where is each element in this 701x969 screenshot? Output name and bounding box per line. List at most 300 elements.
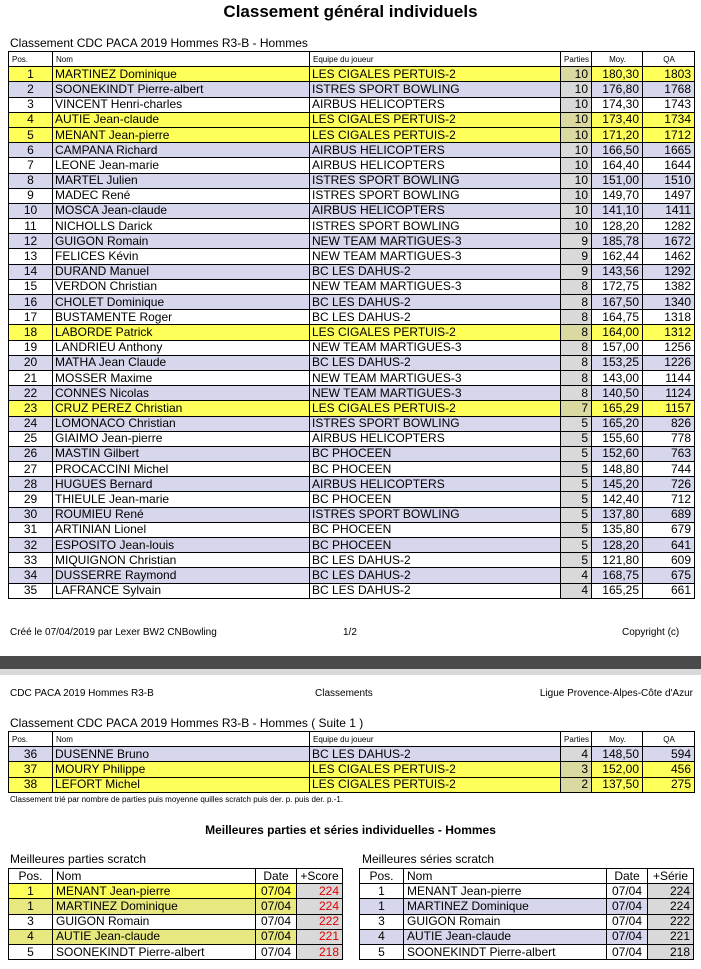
table-row [9, 279, 695, 294]
cell-pos: 14 [9, 264, 53, 279]
cell-pos: 24 [9, 416, 53, 431]
cell-nom: MARTINEZ Dominique [53, 67, 310, 82]
cell-moy: 151,00 [592, 173, 643, 188]
cell-equipe: BC PHOCEEN [310, 492, 561, 507]
cell-parties: 5 [561, 492, 592, 507]
list-item [9, 914, 343, 929]
cell-date: 07/04 [256, 944, 297, 959]
page2-header-center: Classements [315, 688, 373, 699]
cell-equipe: LES CIGALES PERTUIS-2 [310, 67, 561, 82]
best-series-table [359, 868, 694, 960]
cell-serie: 221 [648, 929, 694, 944]
table-row [9, 295, 695, 310]
cell-pos: 3 [360, 914, 404, 929]
cell-equipe: NEW TEAM MARTIGUES-3 [310, 386, 561, 401]
cell-moy: 174,30 [592, 97, 643, 112]
cell-moy: 149,70 [592, 188, 643, 203]
cell-moy: 167,50 [592, 295, 643, 310]
cell-pos: 28 [9, 477, 53, 492]
cell-pos: 7 [9, 158, 53, 173]
cell-nom: SOONEKINDT Pierre-albert [53, 944, 256, 959]
cell-equipe: AIRBUS HELICOPTERS [310, 203, 561, 218]
cell-parties: 8 [561, 355, 592, 370]
cell-moy: 155,60 [592, 431, 643, 446]
cell-nom: MOURY Philippe [53, 762, 310, 777]
cell-qa: 744 [643, 462, 695, 477]
cell-nom: MIQUIGNON Christian [53, 553, 310, 568]
cell-nom: AUTIE Jean-claude [404, 929, 607, 944]
cell-nom: FELICES Kévin [53, 249, 310, 264]
cell-parties: 8 [561, 279, 592, 294]
col-parties-header: Parties [561, 732, 592, 747]
cell-pos: 1 [9, 884, 53, 899]
page-title: Classement général individuels [223, 2, 478, 21]
cell-qa: 1144 [643, 370, 695, 385]
cell-parties: 5 [561, 553, 592, 568]
footer-created: Créé le 07/04/2019 par Lexer BW2 CNBowling [10, 627, 217, 638]
cell-moy: 166,50 [592, 143, 643, 158]
cell-pos: 3 [9, 914, 53, 929]
cell-nom: MATHA Jean Claude [53, 355, 310, 370]
cell-qa: 778 [643, 431, 695, 446]
cell-pos: 15 [9, 279, 53, 294]
cell-parties: 9 [561, 234, 592, 249]
cell-nom: MOSCA Jean-claude [53, 203, 310, 218]
table-row [9, 158, 695, 173]
cell-moy: 172,75 [592, 279, 643, 294]
cell-moy: 152,60 [592, 446, 643, 461]
cell-equipe: BC LES DAHUS-2 [310, 295, 561, 310]
cell-nom: BUSTAMENTE Roger [53, 310, 310, 325]
cell-equipe: BC LES DAHUS-2 [310, 264, 561, 279]
cell-parties: 5 [561, 507, 592, 522]
cell-equipe: NEW TEAM MARTIGUES-3 [310, 340, 561, 355]
list-item [360, 929, 694, 944]
cell-equipe: LES CIGALES PERTUIS-2 [310, 762, 561, 777]
cell-pos: 1 [9, 67, 53, 82]
list-item [9, 899, 343, 914]
cell-nom: VERDON Christian [53, 279, 310, 294]
list-item [360, 914, 694, 929]
cell-date: 07/04 [256, 914, 297, 929]
cell-nom: ROUMIEU René [53, 507, 310, 522]
cell-equipe: LES CIGALES PERTUIS-2 [310, 777, 561, 792]
cell-parties: 5 [561, 462, 592, 477]
cell-moy: 148,80 [592, 462, 643, 477]
cell-nom: MARTEL Julien [53, 173, 310, 188]
cell-nom: MENANT Jean-pierre [53, 127, 310, 142]
best-games-date-header: Date [256, 869, 297, 884]
cell-nom: SOONEKINDT Pierre-albert [404, 944, 607, 959]
cell-qa: 1712 [643, 127, 695, 142]
cell-equipe: ISTRES SPORT BOWLING [310, 416, 561, 431]
cell-nom: LABORDE Patrick [53, 325, 310, 340]
cell-pos: 38 [9, 777, 53, 792]
col-pos-header: Pos. [9, 732, 53, 747]
footer-page: 1/2 [343, 627, 357, 638]
cell-pos: 18 [9, 325, 53, 340]
cell-pos: 6 [9, 143, 53, 158]
cell-moy: 165,20 [592, 416, 643, 431]
cell-pos: 1 [360, 899, 404, 914]
cell-pos: 5 [360, 944, 404, 959]
cell-pos: 32 [9, 538, 53, 553]
cell-parties: 10 [561, 67, 592, 82]
table-row [9, 82, 695, 97]
cell-parties: 4 [561, 568, 592, 583]
cell-qa: 1644 [643, 158, 695, 173]
table-row [9, 325, 695, 340]
cell-parties: 7 [561, 401, 592, 416]
cell-parties: 8 [561, 370, 592, 385]
cell-qa: 594 [643, 747, 695, 762]
cell-nom: HUGUES Bernard [53, 477, 310, 492]
page2-header-right: Ligue Provence-Alpes-Côte d'Azur [539, 688, 693, 699]
cell-pos: 35 [9, 583, 53, 598]
cell-nom: MARTINEZ Dominique [404, 899, 607, 914]
cell-score: 224 [297, 899, 343, 914]
table-row [9, 416, 695, 431]
table-row [9, 173, 695, 188]
cell-moy: 176,80 [592, 82, 643, 97]
cell-moy: 128,20 [592, 219, 643, 234]
cell-pos: 4 [360, 929, 404, 944]
cell-pos: 12 [9, 234, 53, 249]
cell-equipe: ISTRES SPORT BOWLING [310, 219, 561, 234]
cell-parties: 10 [561, 173, 592, 188]
col-qa-header: QA [643, 732, 695, 747]
table-row [9, 446, 695, 461]
cell-pos: 25 [9, 431, 53, 446]
cell-parties: 10 [561, 127, 592, 142]
best-series-nom-header: Nom [404, 869, 607, 884]
col-equipe-header: Equipe du joueur [310, 52, 561, 67]
cell-score: 221 [297, 929, 343, 944]
table-row [9, 386, 695, 401]
cell-moy: 145,20 [592, 477, 643, 492]
cell-equipe: AIRBUS HELICOPTERS [310, 477, 561, 492]
cell-qa: 826 [643, 416, 695, 431]
cell-moy: 148,50 [592, 747, 643, 762]
cell-pos: 3 [9, 97, 53, 112]
best-games-pos-header: Pos. [9, 869, 53, 884]
cell-pos: 16 [9, 295, 53, 310]
best-section-title: Meilleures parties et séries individuelles - Hommes [205, 823, 496, 837]
cell-score: 222 [297, 914, 343, 929]
table-row [9, 370, 695, 385]
cell-parties: 3 [561, 762, 592, 777]
cell-nom: DURAND Manuel [53, 264, 310, 279]
cell-nom: MASTIN Gilbert [53, 446, 310, 461]
cell-moy: 137,80 [592, 507, 643, 522]
cell-qa: 1292 [643, 264, 695, 279]
cell-pos: 1 [9, 899, 53, 914]
cell-nom: MENANT Jean-pierre [404, 884, 607, 899]
table-row [9, 355, 695, 370]
cell-nom: MADEC René [53, 188, 310, 203]
cell-parties: 5 [561, 446, 592, 461]
cell-qa: 689 [643, 507, 695, 522]
best-series-header-row [360, 869, 694, 884]
cell-nom: AUTIE Jean-claude [53, 112, 310, 127]
list-item [9, 929, 343, 944]
cell-qa: 1382 [643, 279, 695, 294]
cell-moy: 164,00 [592, 325, 643, 340]
table-row [9, 219, 695, 234]
cell-equipe: ISTRES SPORT BOWLING [310, 507, 561, 522]
page2-header-left: CDC PACA 2019 Hommes R3-B [10, 688, 154, 699]
ranking-suite-header-row [9, 732, 695, 747]
cell-pos: 17 [9, 310, 53, 325]
cell-moy: 180,30 [592, 67, 643, 82]
cell-date: 07/04 [256, 929, 297, 944]
sort-note: Classement trié par nombre de parties puis moyenne quilles scratch puis der. p. puis der. p.-1. [10, 795, 344, 804]
table-row [9, 522, 695, 537]
cell-pos: 36 [9, 747, 53, 762]
cell-equipe: BC PHOCEEN [310, 462, 561, 477]
cell-qa: 679 [643, 522, 695, 537]
page-separator [0, 656, 701, 669]
col-moy-header: Moy. [592, 52, 643, 67]
cell-serie: 224 [648, 899, 694, 914]
cell-parties: 5 [561, 416, 592, 431]
cell-serie: 218 [648, 944, 694, 959]
cell-nom: THIEULE Jean-marie [53, 492, 310, 507]
cell-nom: AUTIE Jean-claude [53, 929, 256, 944]
cell-parties: 4 [561, 583, 592, 598]
table-row [9, 234, 695, 249]
cell-date: 07/04 [607, 944, 648, 959]
cell-moy: 137,50 [592, 777, 643, 792]
cell-qa: 1743 [643, 97, 695, 112]
cell-date: 07/04 [607, 899, 648, 914]
list-item [360, 884, 694, 899]
list-item [360, 899, 694, 914]
cell-qa: 609 [643, 553, 695, 568]
cell-score: 224 [297, 884, 343, 899]
cell-equipe: AIRBUS HELICOPTERS [310, 158, 561, 173]
cell-equipe: ISTRES SPORT BOWLING [310, 82, 561, 97]
table-row [9, 568, 695, 583]
cell-qa: 1340 [643, 295, 695, 310]
cell-nom: GIAIMO Jean-pierre [53, 431, 310, 446]
cell-pos: 29 [9, 492, 53, 507]
cell-moy: 165,29 [592, 401, 643, 416]
cell-pos: 5 [9, 944, 53, 959]
cell-parties: 8 [561, 310, 592, 325]
cell-nom: LANDRIEU Anthony [53, 340, 310, 355]
cell-parties: 10 [561, 82, 592, 97]
cell-equipe: NEW TEAM MARTIGUES-3 [310, 279, 561, 294]
cell-moy: 152,00 [592, 762, 643, 777]
table-row [9, 310, 695, 325]
cell-parties: 5 [561, 477, 592, 492]
cell-equipe: NEW TEAM MARTIGUES-3 [310, 234, 561, 249]
cell-qa: 1157 [643, 401, 695, 416]
cell-equipe: BC LES DAHUS-2 [310, 583, 561, 598]
cell-qa: 1462 [643, 249, 695, 264]
cell-score: 218 [297, 944, 343, 959]
best-games-table [8, 868, 343, 960]
cell-pos: 31 [9, 522, 53, 537]
table-row [9, 67, 695, 82]
cell-pos: 13 [9, 249, 53, 264]
table-row [9, 97, 695, 112]
cell-parties: 9 [561, 249, 592, 264]
cell-pos: 33 [9, 553, 53, 568]
col-nom-header: Nom [53, 52, 310, 67]
cell-moy: 143,56 [592, 264, 643, 279]
cell-pos: 37 [9, 762, 53, 777]
cell-equipe: NEW TEAM MARTIGUES-3 [310, 249, 561, 264]
cell-qa: 1318 [643, 310, 695, 325]
table-row [9, 583, 695, 598]
cell-parties: 10 [561, 203, 592, 218]
table-row [9, 747, 695, 762]
cell-parties: 2 [561, 777, 592, 792]
cell-nom: CHOLET Dominique [53, 295, 310, 310]
cell-nom: DUSSERRE Raymond [53, 568, 310, 583]
list-item [360, 944, 694, 959]
cell-qa: 1510 [643, 173, 695, 188]
cell-nom: CONNES Nicolas [53, 386, 310, 401]
cell-moy: 185,78 [592, 234, 643, 249]
cell-equipe: NEW TEAM MARTIGUES-3 [310, 370, 561, 385]
cell-qa: 275 [643, 777, 695, 792]
list-item [9, 944, 343, 959]
cell-pos: 8 [9, 173, 53, 188]
cell-moy: 153,25 [592, 355, 643, 370]
cell-moy: 157,00 [592, 340, 643, 355]
cell-pos: 4 [9, 112, 53, 127]
best-games-nom-header: Nom [53, 869, 256, 884]
cell-equipe: BC PHOCEEN [310, 522, 561, 537]
col-parties-header: Parties [561, 52, 592, 67]
cell-qa: 726 [643, 477, 695, 492]
cell-moy: 143,00 [592, 370, 643, 385]
cell-pos: 11 [9, 219, 53, 234]
ranking-header-row [9, 52, 695, 67]
cell-pos: 27 [9, 462, 53, 477]
best-series-date-header: Date [607, 869, 648, 884]
cell-nom: MARTINEZ Dominique [53, 899, 256, 914]
cell-moy: 165,25 [592, 583, 643, 598]
cell-moy: 121,80 [592, 553, 643, 568]
cell-nom: CAMPANA Richard [53, 143, 310, 158]
table-row [9, 477, 695, 492]
cell-equipe: ISTRES SPORT BOWLING [310, 173, 561, 188]
best-series-subtitle: Meilleures séries scratch [362, 852, 495, 866]
cell-qa: 1497 [643, 188, 695, 203]
cell-qa: 1665 [643, 143, 695, 158]
cell-parties: 10 [561, 112, 592, 127]
cell-nom: LEONE Jean-marie [53, 158, 310, 173]
cell-pos: 4 [9, 929, 53, 944]
cell-date: 07/04 [256, 884, 297, 899]
cell-equipe: LES CIGALES PERTUIS-2 [310, 325, 561, 340]
cell-qa: 1803 [643, 67, 695, 82]
cell-nom: LEFORT Michel [53, 777, 310, 792]
page-separator-shadow [0, 669, 701, 675]
table-row [9, 143, 695, 158]
cell-equipe: BC PHOCEEN [310, 446, 561, 461]
table-row [9, 762, 695, 777]
cell-moy: 140,50 [592, 386, 643, 401]
table-row [9, 127, 695, 142]
table-row [9, 431, 695, 446]
cell-parties: 8 [561, 325, 592, 340]
cell-qa: 1256 [643, 340, 695, 355]
footer-copyright: Copyright (c) [622, 627, 680, 638]
cell-parties: 10 [561, 97, 592, 112]
cell-parties: 5 [561, 522, 592, 537]
table-row [9, 249, 695, 264]
cell-moy: 173,40 [592, 112, 643, 127]
best-games-subtitle: Meilleures parties scratch [10, 852, 147, 866]
cell-nom: ARTINIAN Lionel [53, 522, 310, 537]
cell-qa: 763 [643, 446, 695, 461]
cell-qa: 1226 [643, 355, 695, 370]
cell-equipe: BC PHOCEEN [310, 538, 561, 553]
cell-equipe: BC LES DAHUS-2 [310, 747, 561, 762]
cell-nom: ESPOSITO Jean-louis [53, 538, 310, 553]
cell-pos: 10 [9, 203, 53, 218]
cell-serie: 224 [648, 884, 694, 899]
cell-pos: 1 [360, 884, 404, 899]
best-games-header-row [9, 869, 343, 884]
table-row [9, 401, 695, 416]
cell-nom: MOSSER Maxime [53, 370, 310, 385]
cell-pos: 34 [9, 568, 53, 583]
ranking-suite-table [8, 731, 695, 793]
cell-date: 07/04 [607, 914, 648, 929]
cell-parties: 10 [561, 219, 592, 234]
cell-qa: 1312 [643, 325, 695, 340]
cell-nom: MENANT Jean-pierre [53, 884, 256, 899]
cell-equipe: BC LES DAHUS-2 [310, 310, 561, 325]
cell-qa: 1734 [643, 112, 695, 127]
table-row [9, 462, 695, 477]
cell-date: 07/04 [607, 929, 648, 944]
cell-parties: 8 [561, 295, 592, 310]
table-row [9, 553, 695, 568]
best-series-serie-header: +Série [648, 869, 694, 884]
cell-qa: 1124 [643, 386, 695, 401]
cell-parties: 4 [561, 747, 592, 762]
cell-qa: 456 [643, 762, 695, 777]
cell-parties: 5 [561, 431, 592, 446]
cell-equipe: BC LES DAHUS-2 [310, 553, 561, 568]
best-games-score-header: +Score [297, 869, 343, 884]
col-equipe-header: Equipe du joueur [310, 732, 561, 747]
cell-qa: 1672 [643, 234, 695, 249]
cell-pos: 30 [9, 507, 53, 522]
cell-parties: 10 [561, 188, 592, 203]
cell-pos: 9 [9, 188, 53, 203]
cell-equipe: BC LES DAHUS-2 [310, 355, 561, 370]
cell-pos: 26 [9, 446, 53, 461]
cell-equipe: LES CIGALES PERTUIS-2 [310, 112, 561, 127]
cell-nom: NICHOLLS Darick [53, 219, 310, 234]
table-row [9, 340, 695, 355]
cell-moy: 142,40 [592, 492, 643, 507]
cell-moy: 171,20 [592, 127, 643, 142]
cell-equipe: AIRBUS HELICOPTERS [310, 97, 561, 112]
cell-equipe: BC LES DAHUS-2 [310, 568, 561, 583]
table-row [9, 188, 695, 203]
cell-equipe: LES CIGALES PERTUIS-2 [310, 127, 561, 142]
cell-qa: 661 [643, 583, 695, 598]
